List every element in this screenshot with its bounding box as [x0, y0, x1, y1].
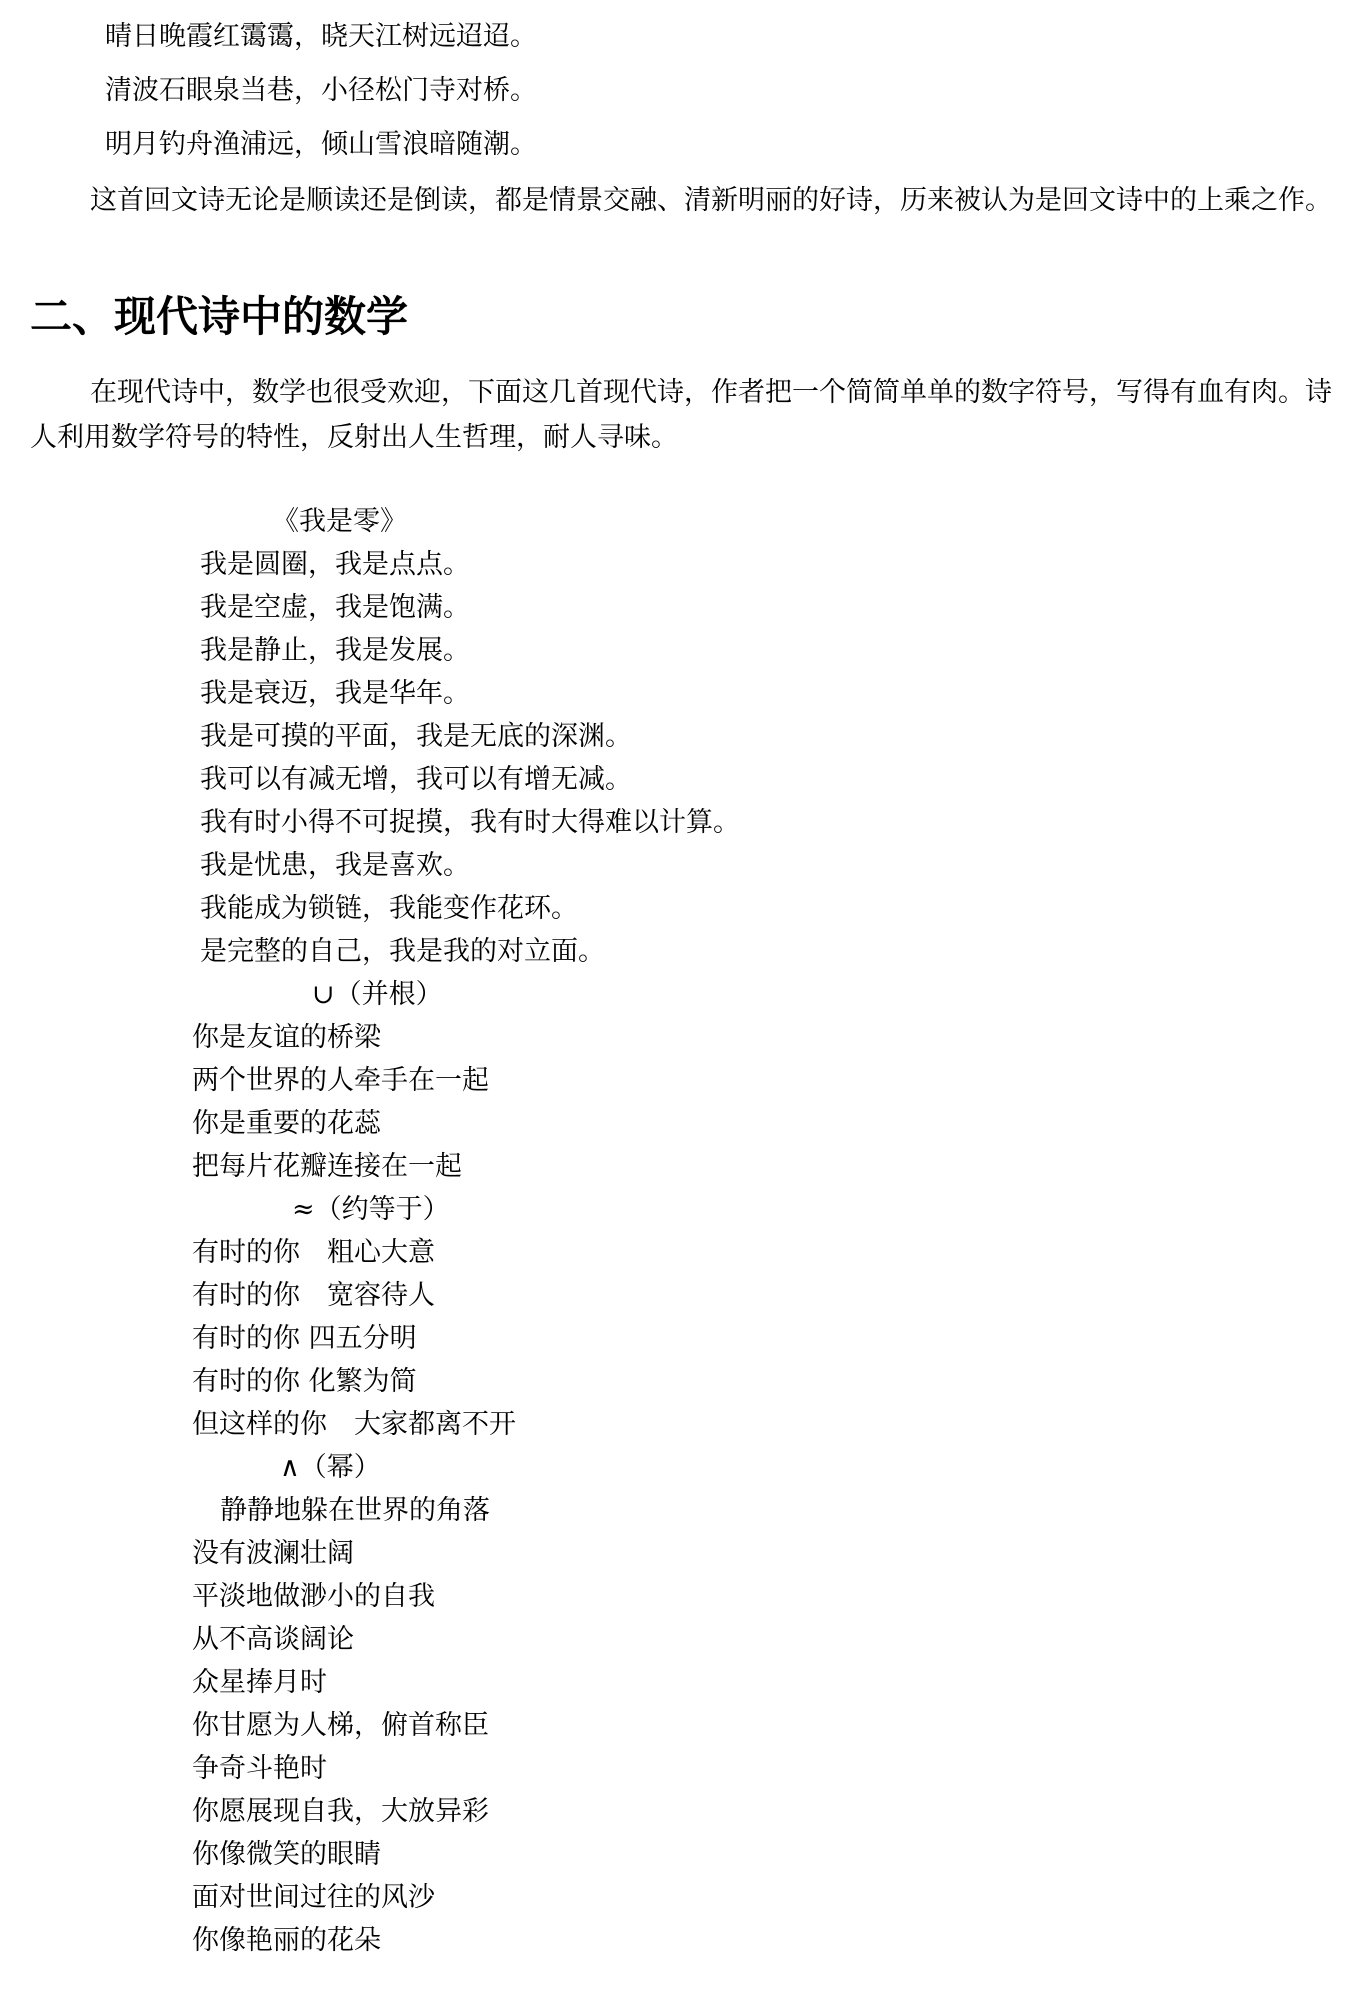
poem-zero-line: 我可以有减无增，我可以有增无减。 — [200, 764, 632, 795]
section-heading: 二、现代诗中的数学 — [30, 292, 409, 341]
poem-zero-title: 《我是零》 — [272, 506, 407, 537]
poem-approx-title: ≈（约等于） — [292, 1194, 450, 1225]
poem-power-line: 你愿展现自我，大放异彩 — [192, 1796, 489, 1827]
poem-union-line: 两个世界的人牵手在一起 — [192, 1065, 489, 1096]
top-poem-line-1: 晴日晚霞红霭霭，晓天江树远迢迢。 — [105, 21, 537, 52]
top-poem-line-3: 明月钓舟渔浦远，倾山雪浪暗随潮。 — [105, 129, 537, 160]
poem-approx-line: 有时的你 粗心大意 — [192, 1237, 435, 1268]
poem-power-line: 没有波澜壮阔 — [192, 1538, 354, 1569]
poem-zero-line: 我是静止，我是发展。 — [200, 635, 470, 666]
poem-zero-line: 我是可摸的平面，我是无底的深渊。 — [200, 721, 632, 752]
poem-zero-line: 我有时小得不可捉摸，我有时大得难以计算。 — [200, 807, 740, 838]
poem-zero-line: 我能成为锁链，我能变作花环。 — [200, 893, 578, 924]
poem-power-line: 争奇斗艳时 — [192, 1753, 327, 1784]
poem-power-line: 你像微笑的眼睛 — [192, 1839, 381, 1870]
poem-union-line: 把每片花瓣连接在一起 — [192, 1151, 462, 1182]
poem-approx-line: 有时的你 宽容待人 — [192, 1280, 435, 1311]
poem-approx-line: 有时的你 四五分明 — [192, 1323, 417, 1354]
poem-zero-line: 我是圆圈，我是点点。 — [200, 549, 470, 580]
poem-power-line: 众星捧月时 — [192, 1667, 327, 1698]
poem-union-title: ∪（并根） — [312, 979, 443, 1010]
poem-union-line: 你是友谊的桥梁 — [192, 1022, 381, 1053]
poem-power-line: 从不高谈阔论 — [192, 1624, 354, 1655]
poem-zero-line: 我是空虚，我是饱满。 — [200, 592, 470, 623]
poem-zero-line: 我是衰迈，我是华年。 — [200, 678, 470, 709]
poem-zero-line: 是完整的自己，我是我的对立面。 — [200, 936, 605, 967]
poem-power-line: 你像艳丽的花朵 — [192, 1925, 381, 1956]
poem-power-title: ∧（幂） — [280, 1452, 381, 1483]
poem-power-line: 你甘愿为人梯，俯首称臣 — [192, 1710, 489, 1741]
poem-power-line: 平淡地做渺小的自我 — [192, 1581, 435, 1612]
intro-paragraph: 在现代诗中，数学也很受欢迎，下面这几首现代诗，作者把一个简简单单的数字符号，写得有血有肉。诗人利用数学符号的特性，反射出人生哲理，耐人寻味。 — [30, 377, 1332, 453]
poem-zero-line: 我是忧患，我是喜欢。 — [200, 850, 470, 881]
top-poem-line-2: 清波石眼泉当巷，小径松门寺对桥。 — [105, 75, 537, 106]
poem-approx-line: 但这样的你 大家都离不开 — [192, 1409, 516, 1440]
poem-power-line: 静静地躲在世界的角落 — [220, 1495, 490, 1526]
poem-approx-line: 有时的你 化繁为简 — [192, 1366, 417, 1397]
commentary-paragraph: 这首回文诗无论是顺读还是倒读，都是情景交融、清新明丽的好诗，历来被认为是回文诗中的上乘之作。 — [90, 185, 1332, 216]
poem-union-line: 你是重要的花蕊 — [192, 1108, 381, 1139]
poem-power-line: 面对世间过往的风沙 — [192, 1882, 435, 1913]
